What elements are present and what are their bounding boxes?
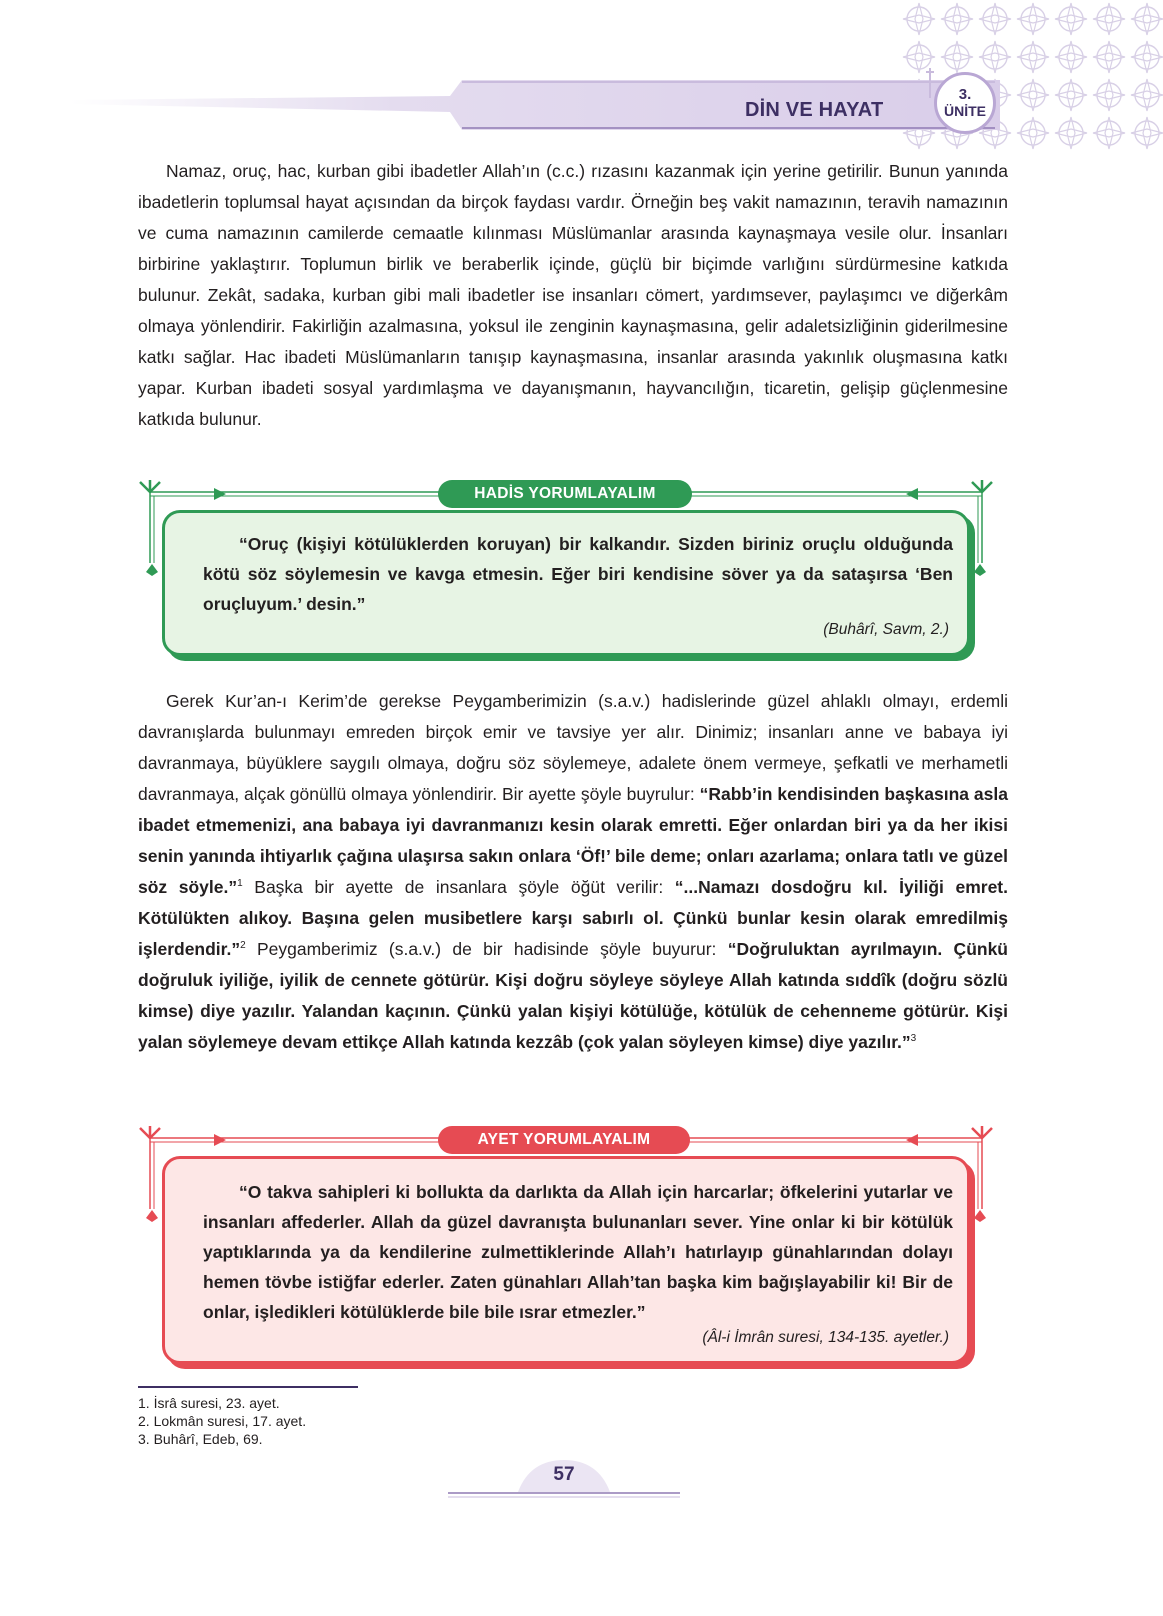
body-paragraph-2	[138, 686, 1008, 1058]
paragraph-2-quote-3: “Doğruluktan ayrılmayın. Çünkü doğruluk iyiliğe, iyilik de cennete götürür. Kişi doğru söyleye söyleye Allah katında sıddîk (doğru sözlü kimse) diye yazılır. Yalandan kaçının. Çünkü yalan kişiyi kötülüğe, kötülük de cehenneme götürür. Kişi yalan söylemeye devam ettikçe Allah katında kezzâb (çok yalan söyleyen kimse) diye yazılır.”	[138, 939, 1008, 1052]
unit-badge	[934, 72, 996, 134]
unit-label: ÜNİTE	[944, 103, 986, 119]
footnote-2: 2. Lokmân suresi, 17. ayet.	[138, 1413, 307, 1429]
unit-number: 3.	[958, 86, 972, 103]
footnote-1: 1. İsrâ suresi, 23. ayet.	[138, 1395, 280, 1411]
hadith-quote: “Oruç (kişiyi kötülüklerden koruyan) bir kalkandır. Sizden biriniz oruçlu olduğunda kötü söz söylemesin ve kavga etmesin. Eğer biri kendisine söver ya da sataşırsa ‘Ben oruçluyum.’ desin.”	[203, 534, 953, 614]
footnote-divider	[138, 1386, 358, 1388]
verse-source: (Âl-i İmrân suresi, 134-135. ayetler.)	[702, 1329, 949, 1346]
paragraph-2-text-2: Başka bir ayette de insanlara şöyle öğüt verilir:	[242, 877, 675, 897]
paragraph-2-text-1: Gerek Kur’an-ı Kerim’de gerekse Peygamberimizin (s.a.v.) hadislerinde güzel ahlaklı olmayı, erdemli davranışlarda bulunmayı emreden birçok emir ve tavsiye yer alır. Dinimiz; insanları anne ve babaya iyi davranmaya, büyüklere saygılı olmaya, doğru söz söylemeye, adalete önem vermeye, şefkatli ve merhametli davranmaya, alçak gönüllü olmaya yönlendirir. Bir ayette şöyle buyrulur:	[138, 691, 1008, 804]
body-paragraph-1: Namaz, oruç, hac, kurban gibi ibadetler Allah’ın (c.c.) rızasını kazanmak için yerine getirilir. Bunun yanında ibadetlerin toplumsal hayat açısından da birçok faydası vardır. Örneğin beş vakit namazının, teravih namazının ve cuma namazının camilerde cemaatle kılınması Müslümanlar arasında kaynaşmaya vesile olur. İnsanları birbirine yaklaştırır. Toplumun birlik ve beraberlik içinde, güçlü bir biçimde varlığını sürdürmesine katkıda bulunur. Zekât, sadaka, kurban gibi mali ibadetler ise insanları cömert, yardımsever, paylaşımcı ve diğerkâm olmaya yönlendirir. Fakirliğin azalmasına, yoksul ile zenginin kaynaşmasına, gelir adaletsizliğinin giderilmesine katkı sağlar. Hac ibadeti Müslümanların tanışıp kaynaşmasına, insanlar arasında yakınlık oluşmasına katkı yapar. Kurban ibadeti sosyal yardımlaşma ve dayanışmanın, hayvancılığın, ticaretin, gelişip güçlenmesine katkıda bulunur.	[138, 161, 1008, 429]
page-number-tab	[448, 1460, 680, 1500]
paragraph-2-quote-2: “...Namazı dosdoğru kıl. İyiliği emret. Kötülükten alıkoy. Başına gelen musibetlere karşı sabırlı ol. Çünkü bunlar kesin olarak emredilmiş işlerdendir.”	[138, 877, 1008, 959]
hadith-source: (Buhârî, Savm, 2.)	[823, 621, 949, 638]
hadith-box-panel	[162, 510, 970, 656]
unit-title: DİN VE HAYAT	[745, 99, 884, 121]
hadith-box-title: HADİS YORUMLAYALIM	[438, 480, 692, 508]
footnote-3: 3. Buhârî, Edeb, 69.	[138, 1431, 263, 1447]
footnote-ref-3: 3	[910, 1033, 917, 1044]
paragraph-2-quote-1: “Rabb’in kendisinden başkasına asla ibadet etmemenizi, ana babaya iyi davranmanızı kesin olarak emretti. Eğer onlardan biri ya da her ikisi senin yanında ihtiyarlık çağına ulaşırsa sakın onlara ‘Öf!’ bile deme; onları azarlama; onlara tatlı ve güzel söz söyle.”	[138, 784, 1008, 897]
paragraph-2-text-3: Peygamberimiz (s.a.v.) de bir hadisinde şöyle buyurur:	[245, 939, 728, 959]
footnote-ref-1: 1	[237, 878, 243, 889]
footnote-ref-2: 2	[240, 940, 246, 951]
page-number: 57	[553, 1464, 575, 1485]
footnotes	[138, 1394, 306, 1448]
verse-box-panel	[162, 1156, 970, 1364]
verse-box-title: AYET YORUMLAYALIM	[438, 1126, 690, 1154]
verse-quote: “O takva sahipleri ki bollukta da darlıkta da Allah için harcarlar; öfkelerini yutarlar ve insanları affederler. Allah da güzel davranışta bulunanları sever. Yine onlar ki bir kötülük yaptıklarında ya da kendilerine zulmettiklerinde Allah’ı hatırlayıp günahlarından dolayı hemen tövbe istiğfar ederler. Zaten günahları Allah’tan başka kim bağışlayabilir ki! Bir de onlar, işledikleri kötülüklerde bile bile ısrar etmezler.”	[203, 1182, 953, 1322]
